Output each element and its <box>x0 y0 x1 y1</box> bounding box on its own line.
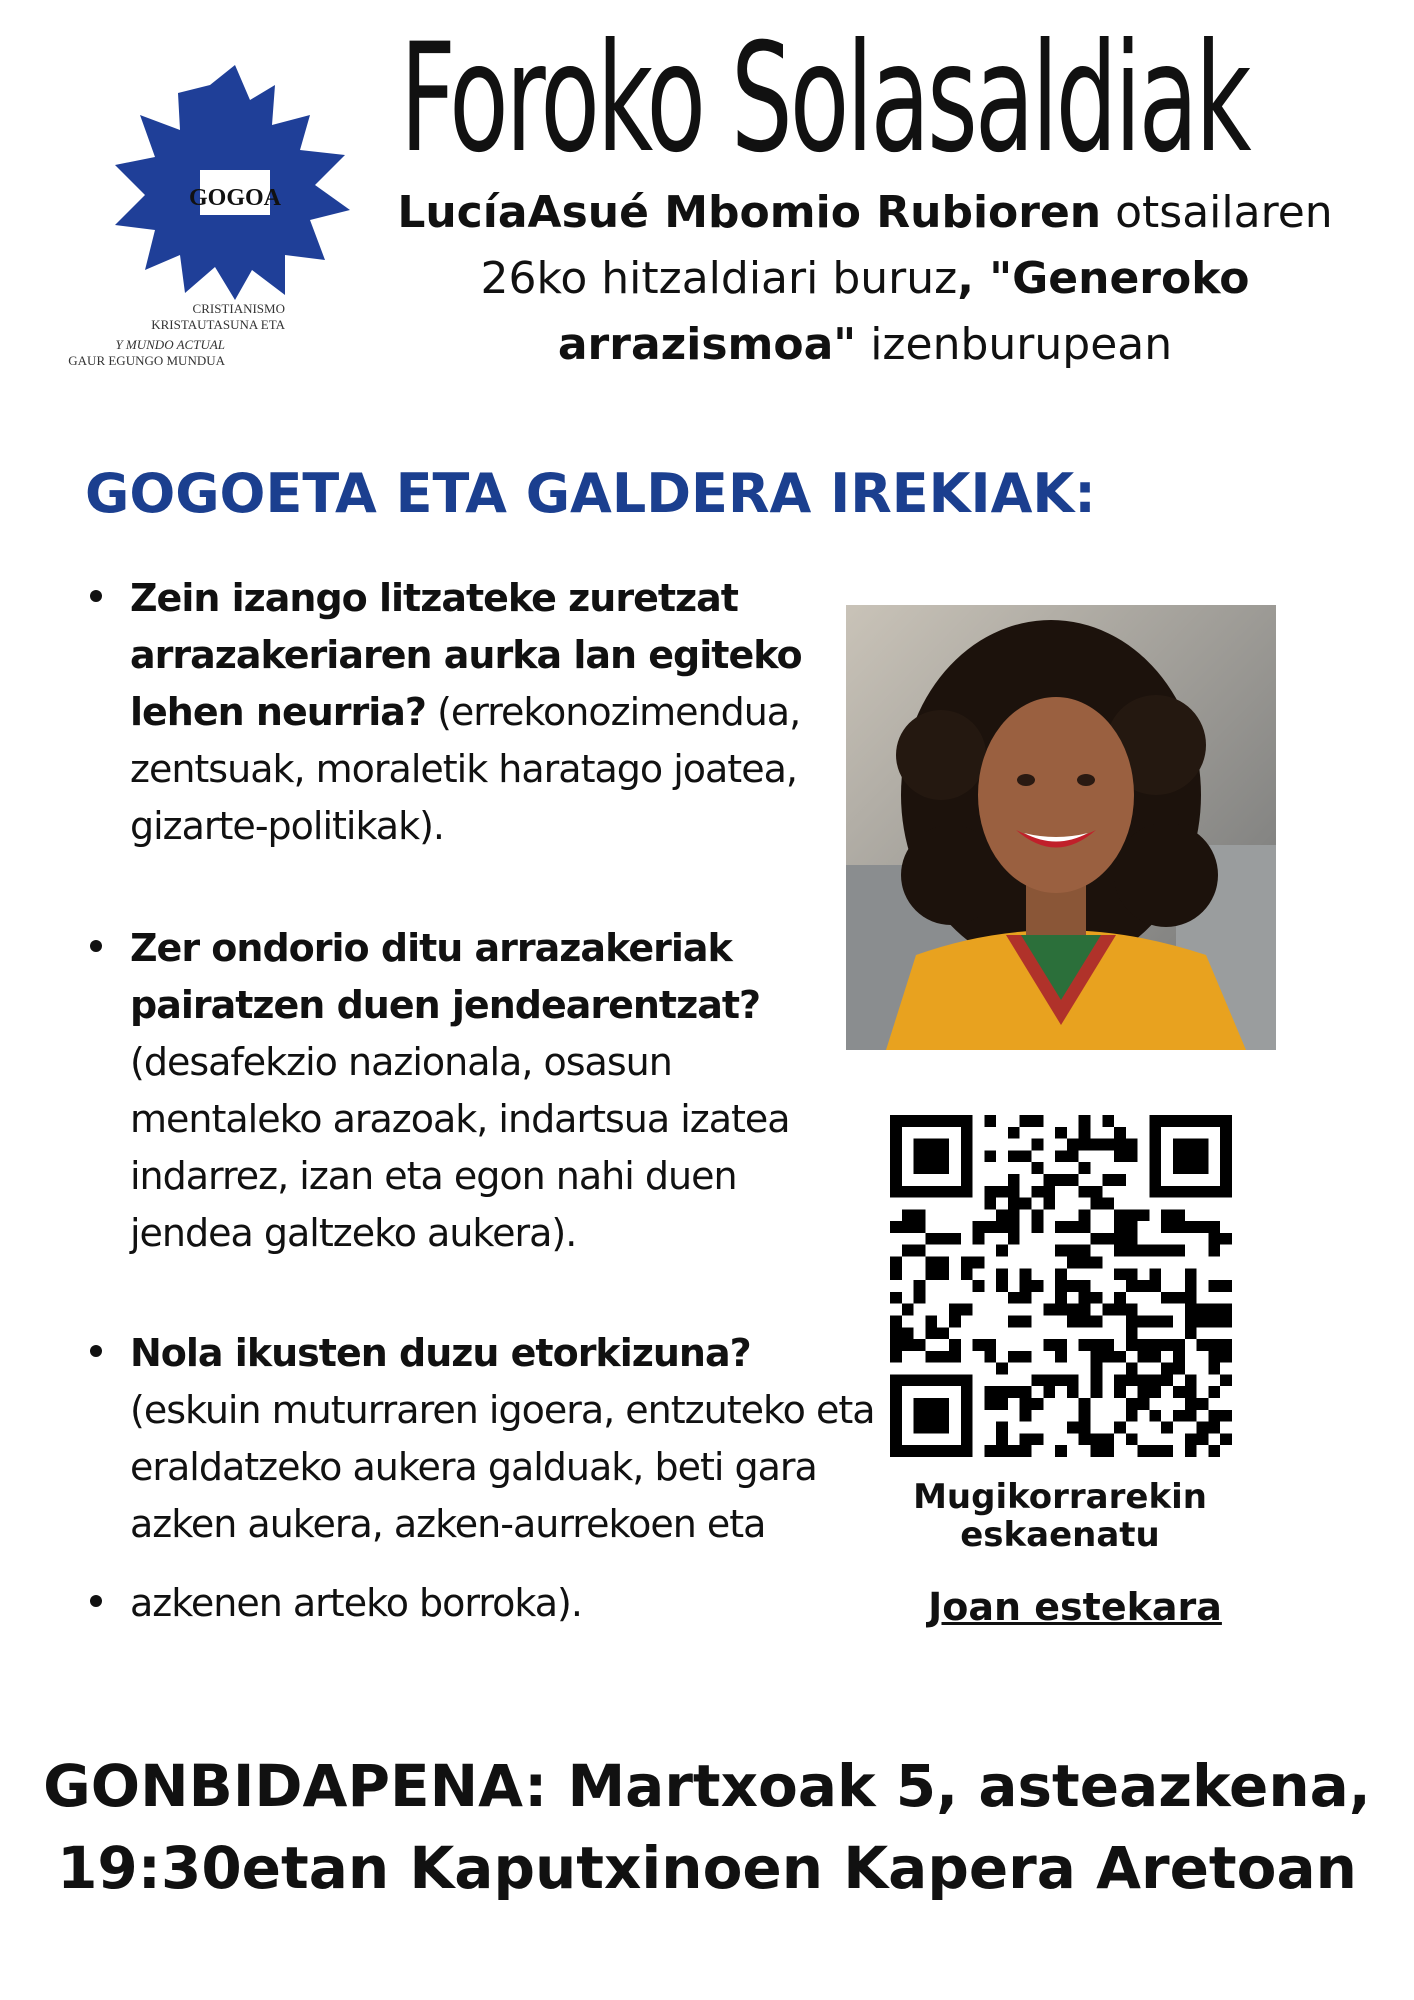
qr-caption: Mugikorrarekin eskaenatu <box>913 1477 1207 1555</box>
bullet-icon <box>90 1595 102 1607</box>
list-item: Nola ikusten duzu etorkizuna? (eskuin muturraren igoera, entzuteko eta eraldatzeko aukera galduak, beti gara azken aukera, azken-aurrekoen eta <box>90 1325 890 1553</box>
qr-code[interactable] <box>890 1115 1232 1457</box>
bullet-icon <box>90 1345 102 1357</box>
speaker-name: LucíaAsué Mbomio Rubioren <box>397 187 1102 238</box>
speaker-portrait-icon <box>846 605 1276 1050</box>
invitation-line-2: 19:30etan Kaputxinoen Kapera Aretoan <box>57 1834 1357 1902</box>
invitation-line-1: GONBIDAPENA: Martxoak 5, asteazkena, <box>43 1752 1371 1820</box>
logo-caption-top: CRISTIANISMO KRISTAUTASUNA ETA <box>151 301 285 332</box>
talk-title: , "Generoko arrazismoa" <box>557 253 1250 370</box>
gogoa-logo <box>60 45 370 375</box>
page-title: Foroko Solasaldiak <box>400 12 1249 186</box>
speaker-photo <box>846 605 1276 1050</box>
gogoa-emblem-icon <box>60 45 370 305</box>
section-heading: GOGOETA ETA GALDERA IREKIAK: <box>85 462 1096 525</box>
logo-caption-bottom: Y MUNDO ACTUAL GAUR EGUNGO MUNDUA <box>68 337 225 368</box>
list-item: Zer ondorio ditu arrazakeriak pairatzen duen jendearentzat? (desafekzio nazionala, osasun mentaleko arazoak, indartsua izatea indarrez, izan eta egon nahi duen jendea galtzeko aukera). <box>90 920 870 1262</box>
list-item: azkenen arteko borroka). <box>90 1575 890 1632</box>
bullet-icon <box>90 940 102 952</box>
bullet-icon <box>90 590 102 602</box>
qr-code-icon <box>890 1115 1232 1457</box>
invitation-text <box>40 1745 1374 1909</box>
logo-wordmark: GOGOA <box>188 185 282 211</box>
list-item: Zein izango litzateke zuretzat arrazakeriaren aurka lan egiteko lehen neurria? (errekonozimendua, zentsuak, moraletik haratago joatea, gizarte-politikak). <box>90 570 870 855</box>
link-button[interactable]: Joan estekara <box>928 1585 1222 1629</box>
event-subtitle: LucíaAsué Mbomio Rubioren otsailaren 26ko hitzaldiari buruz, "Generoko arrazismoa" izenburupean <box>397 187 1333 370</box>
